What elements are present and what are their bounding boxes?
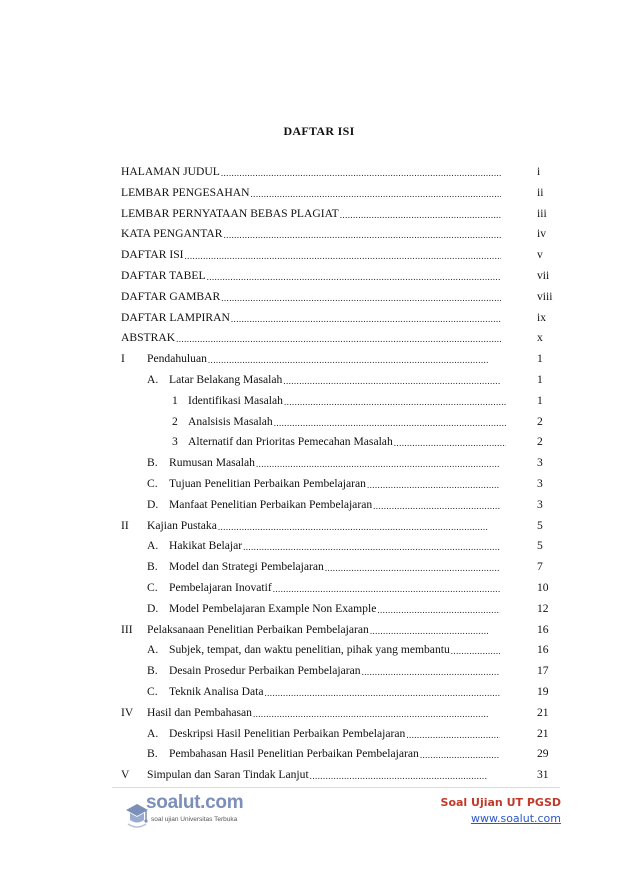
toc-entry-page: i xyxy=(537,165,541,178)
toc-entry-page: ii xyxy=(537,185,544,199)
toc-entry-label: Manfaat Penelitian Perbaikan Pembelajaran xyxy=(169,497,373,511)
toc-dot-leader xyxy=(176,333,501,345)
toc-dot-leader xyxy=(273,583,500,595)
toc-entry-label: Pembelajaran Inovatif xyxy=(169,581,272,594)
toc-entry-number: 3 xyxy=(172,435,178,449)
toc-entry-label: Teknik Analisa Data xyxy=(169,685,264,698)
toc-entry-label: DAFTAR LAMPIRAN xyxy=(121,310,230,324)
toc-entry-label: Identifikasi Masalah xyxy=(188,393,283,407)
toc-entry[interactable] xyxy=(147,662,500,678)
toc-entry-page: ix xyxy=(537,310,547,324)
toc-entry-page: x xyxy=(537,331,543,345)
toc-entry[interactable] xyxy=(172,392,506,408)
toc-entry-number: D. xyxy=(147,601,159,615)
toc-entry[interactable] xyxy=(172,433,506,449)
toc-dot-leader xyxy=(420,749,500,761)
toc-entry-number: V xyxy=(121,768,130,782)
toc-entry-label: Hakikat Belajar xyxy=(169,539,243,553)
toc-entry-page: 31 xyxy=(537,768,549,782)
footer-info xyxy=(441,795,561,827)
toc-entry-number: II xyxy=(121,518,129,532)
toc-dot-leader xyxy=(274,417,506,429)
footer-divider xyxy=(112,787,560,788)
toc-dot-leader xyxy=(208,354,488,366)
toc-entry[interactable] xyxy=(121,766,488,782)
toc-dot-leader xyxy=(253,708,488,720)
toc-entry-label: DAFTAR GAMBAR xyxy=(121,289,221,303)
brand-tagline: soal ujian Universitas Terbuka xyxy=(151,816,238,823)
brand-name: soalut.com xyxy=(146,792,244,813)
toc-dot-leader xyxy=(377,604,500,616)
toc-entry-label: Hasil dan Pembahasan xyxy=(147,705,252,719)
toc-entry-page: 16 xyxy=(537,622,549,636)
toc-entry-number: IV xyxy=(121,705,134,719)
toc-entry-label: Simpulan dan Saran Tindak Lanjut xyxy=(147,768,309,782)
toc-dot-leader xyxy=(221,292,501,304)
toc-entry[interactable] xyxy=(147,454,500,470)
toc-dot-leader xyxy=(218,521,488,533)
toc-entry-label: Pelaksanaan Penelitian Perbaikan Pembelajaran xyxy=(147,622,369,636)
toc-entry-label: HALAMAN JUDUL xyxy=(121,165,220,178)
toc-entry-label: Rumusan Masalah xyxy=(169,456,255,470)
toc-entry[interactable] xyxy=(121,288,501,304)
toc-entry-number: D. xyxy=(147,497,159,511)
toc-entry-number: A. xyxy=(147,539,159,553)
toc-entry[interactable] xyxy=(121,517,488,533)
toc-entry-page: 5 xyxy=(537,518,543,532)
toc-entry[interactable] xyxy=(121,704,488,720)
toc-entry[interactable] xyxy=(147,496,500,512)
toc-entry-page: 5 xyxy=(537,539,543,553)
toc-dot-leader xyxy=(283,375,500,387)
toc-dot-leader xyxy=(362,666,500,678)
toc-entry-page: 3 xyxy=(537,497,543,511)
toc-entry-label: Alternatif dan Prioritas Pemecahan Masalah xyxy=(188,435,393,449)
toc-entry[interactable] xyxy=(121,205,501,221)
toc-entry[interactable] xyxy=(147,558,500,574)
toc-entry-page: iii xyxy=(537,206,547,220)
toc-entry-number: B. xyxy=(147,560,158,574)
toc-entry[interactable] xyxy=(172,413,506,429)
toc-dot-leader xyxy=(406,729,500,741)
toc-entry[interactable] xyxy=(121,621,488,637)
toc-entry-label: LEMBAR PENGESAHAN xyxy=(121,185,250,199)
toc-dot-leader xyxy=(340,209,501,221)
toc-entry-number: B. xyxy=(147,747,158,761)
toc-entry-page: vii xyxy=(537,269,550,282)
footer-title: Soal Ujian UT PGSD xyxy=(440,796,561,809)
toc-dot-leader xyxy=(224,229,501,241)
toc-entry-number: B. xyxy=(147,664,158,678)
toc-entry-page: 2 xyxy=(537,414,543,428)
toc-entry-label: Pembahasan Hasil Penelitian Perbaikan Pembelajaran xyxy=(169,747,419,761)
toc-entry-page: iv xyxy=(537,227,547,241)
toc-dot-leader xyxy=(373,500,500,512)
toc-entry-number: A. xyxy=(147,726,159,740)
toc-entry-page: 1 xyxy=(537,373,543,386)
toc-dot-leader xyxy=(251,188,501,200)
toc-entry-page: 12 xyxy=(537,601,549,615)
footer-link[interactable]: www.soalut.com xyxy=(470,812,561,825)
toc-entry-number: III xyxy=(121,622,133,636)
toc-entry-number: 1 xyxy=(172,393,178,407)
toc-dot-leader xyxy=(256,458,500,470)
toc-dot-leader xyxy=(221,167,501,179)
toc-entry[interactable] xyxy=(147,641,500,657)
toc-dot-leader xyxy=(310,770,488,782)
toc-entry-page: 3 xyxy=(537,456,543,470)
toc-entry[interactable] xyxy=(121,329,501,345)
toc-entry[interactable] xyxy=(121,184,501,200)
toc-entry[interactable] xyxy=(121,225,501,241)
toc-entry-page: viii xyxy=(537,289,553,303)
toc-dot-leader xyxy=(370,625,488,637)
toc-dot-leader xyxy=(325,562,500,574)
toc-entry-number: C. xyxy=(147,685,158,698)
page-title: DAFTAR ISI xyxy=(283,124,355,138)
toc-entry[interactable] xyxy=(147,745,500,761)
toc-dot-leader xyxy=(185,250,501,262)
toc-dot-leader xyxy=(367,479,500,491)
toc-entry-label: KATA PENGANTAR xyxy=(121,227,223,241)
toc-entry[interactable] xyxy=(121,163,501,179)
toc-entry-page: 21 xyxy=(537,726,549,740)
toc-entry-page: 2 xyxy=(537,435,543,449)
toc-entry-page: 17 xyxy=(537,664,549,678)
toc-entry-label: Deskripsi Hasil Penelitian Perbaikan Pembelajaran xyxy=(169,726,406,740)
toc-entry-label: Desain Prosedur Perbaikan Pembelajaran xyxy=(169,664,361,678)
toc-entry-label: Pendahuluan xyxy=(147,352,207,366)
toc-entry-page: 16 xyxy=(537,643,549,657)
toc-entry[interactable] xyxy=(147,600,500,616)
toc-entry-page: 1 xyxy=(537,393,543,407)
toc-entry[interactable] xyxy=(121,309,501,325)
toc-entry[interactable] xyxy=(147,683,500,699)
toc-entry-label: DAFTAR ISI xyxy=(121,248,184,262)
toc-entry-number: B. xyxy=(147,456,158,470)
toc-dot-leader xyxy=(243,541,500,553)
toc-entry-label: Model Pembelajaran Example Non Example xyxy=(169,601,377,615)
toc-entry-label: Kajian Pustaka xyxy=(147,518,217,532)
toc-entry-label: ABSTRAK xyxy=(121,331,176,345)
toc-entry-number: I xyxy=(121,352,125,366)
toc-dot-leader xyxy=(394,437,506,449)
toc-dot-leader xyxy=(207,271,501,283)
toc-entry-label: Subjek, tempat, dan waktu penelitian, pihak yang membantu xyxy=(169,643,450,657)
toc-entry-label: LEMBAR PERNYATAAN BEBAS PLAGIAT xyxy=(121,206,339,220)
toc-entry[interactable] xyxy=(147,725,500,741)
toc-dot-leader xyxy=(451,645,500,657)
toc-entry-number: 2 xyxy=(172,414,178,428)
toc-entry[interactable] xyxy=(121,350,488,366)
toc-entry-number: C. xyxy=(147,581,158,594)
toc-entry[interactable] xyxy=(121,267,501,283)
toc-dot-leader xyxy=(265,687,501,699)
toc-entry-page: 1 xyxy=(537,352,543,366)
toc-entry-label: Tujuan Penelitian Perbaikan Pembelajaran xyxy=(169,477,366,490)
toc-entry-label: DAFTAR TABEL xyxy=(121,269,206,282)
toc-dot-leader xyxy=(231,313,501,325)
toc-entry-page: 7 xyxy=(537,560,543,574)
toc-entry-page: 21 xyxy=(537,705,549,719)
toc-entry-page: 10 xyxy=(537,581,549,594)
toc-entry-page: v xyxy=(537,248,543,262)
toc-entry[interactable] xyxy=(147,371,500,387)
toc-entry[interactable] xyxy=(147,579,500,595)
toc-entry[interactable] xyxy=(147,475,500,491)
toc-entry-label: Latar Belakang Masalah xyxy=(169,373,283,386)
toc-entry-label: Analsisis Masalah xyxy=(188,414,273,428)
toc-entry[interactable] xyxy=(147,537,500,553)
toc-entry-number: A. xyxy=(147,373,159,386)
toc-entry-page: 29 xyxy=(537,747,549,761)
toc-dot-leader xyxy=(284,396,506,408)
toc-entry[interactable] xyxy=(121,246,501,262)
toc-entry-page: 3 xyxy=(537,477,543,490)
brand-logo[interactable] xyxy=(124,792,284,832)
toc-entry-number: C. xyxy=(147,477,158,490)
toc-entry-label: Model dan Strategi Pembelajaran xyxy=(169,560,324,574)
toc-entry-page: 19 xyxy=(537,685,549,698)
toc-entry-number: A. xyxy=(147,643,159,657)
